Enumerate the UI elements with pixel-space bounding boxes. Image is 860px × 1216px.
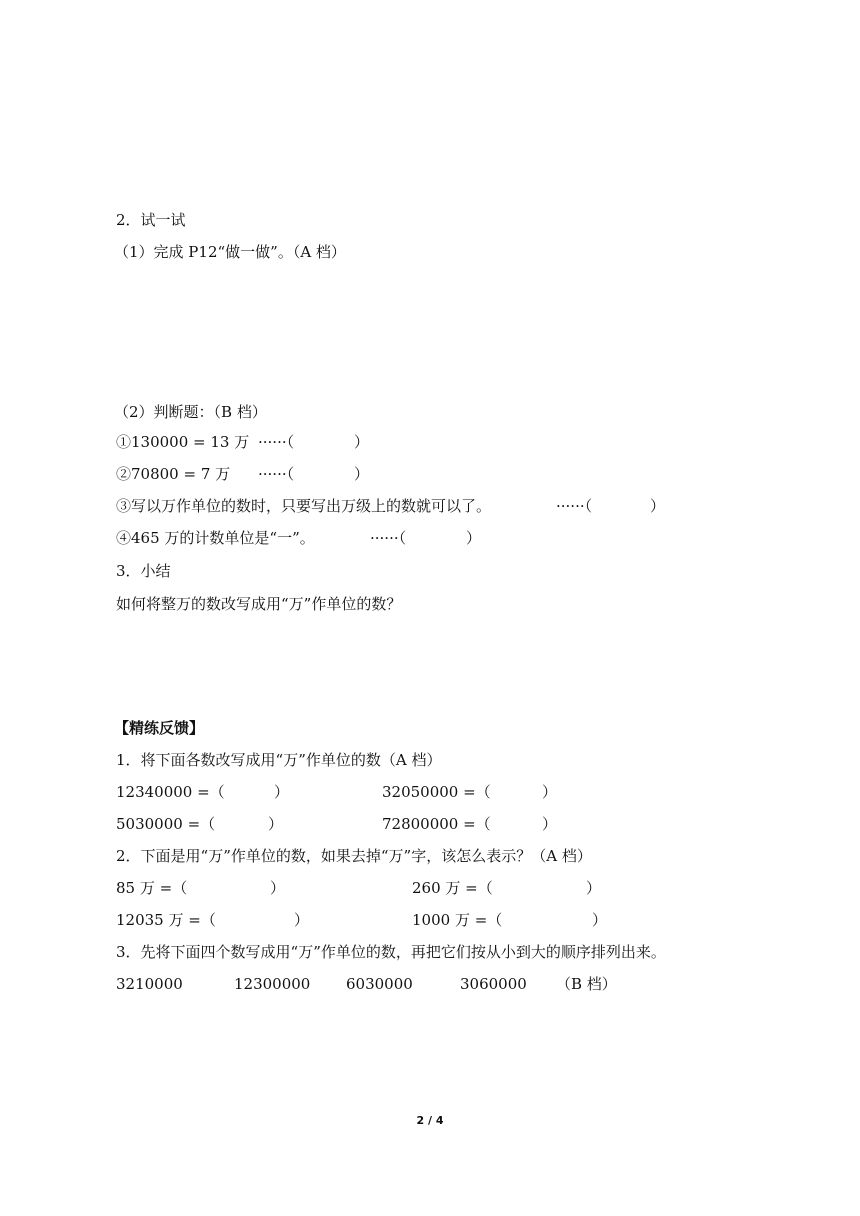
judge-item-4-expr: ④465 万的计数单位是“一”。	[116, 529, 315, 547]
q1-item-2: 32050000 =（	[382, 783, 491, 801]
q1-item-1-close: ）	[274, 783, 290, 801]
q2-item-2: 260 万 =（	[412, 879, 493, 897]
judge-item-2-close: ）	[354, 465, 370, 483]
q3-number-3: 6030000	[346, 975, 413, 993]
judge-item-3-dots: ······（	[556, 497, 593, 515]
practice-q1: 1．将下面各数改写成用“万”作单位的数（A 档）	[116, 751, 442, 769]
judge-item-1-close: ）	[354, 433, 370, 451]
judge-item-3-expr: ③写以万作单位的数时，只要写出万级上的数就可以了。	[116, 497, 492, 515]
summary-question: 如何将整万的数改写成用“万”作单位的数？	[116, 595, 402, 613]
judge-item-4-dots: ······（	[370, 529, 407, 547]
q3-number-2: 12300000	[234, 975, 311, 993]
q3-level: （B 档）	[556, 975, 617, 993]
q2-item-2-close: ）	[586, 879, 602, 897]
q1-item-4: 72800000 =（	[382, 815, 491, 833]
practice-q2: 2．下面是用“万”作单位的数，如果去掉“万”字，该怎么表示？（A 档）	[116, 847, 592, 865]
q1-item-3-close: ）	[268, 815, 284, 833]
q2-item-1-close: ）	[270, 879, 286, 897]
try-item-1: （1）完成 P12“做一做”。（A 档）	[114, 243, 346, 261]
judge-item-2-expr: ②70800 = 7 万	[116, 465, 231, 483]
q1-item-2-close: ）	[542, 783, 558, 801]
judge-item-1-dots: ······（	[258, 433, 295, 451]
section-title-try: 2．试一试	[116, 211, 186, 229]
q1-item-3: 5030000 =（	[116, 815, 216, 833]
practice-q3: 3．先将下面四个数写成用“万”作单位的数，再把它们按从小到大的顺序排列出来。	[116, 943, 666, 961]
q1-item-1: 12340000 =（	[116, 783, 225, 801]
q2-item-3: 12035 万 =（	[116, 911, 216, 929]
q2-item-4-close: ）	[592, 911, 608, 929]
judge-item-1-expr: ①130000 = 13 万	[116, 433, 250, 451]
practice-heading: 【精练反馈】	[114, 719, 205, 737]
try-item-2: （2）判断题：（B 档）	[114, 403, 267, 421]
q3-number-4: 3060000	[460, 975, 527, 993]
q2-item-1: 85 万 =（	[116, 879, 188, 897]
judge-item-2-dots: ······（	[258, 465, 295, 483]
q2-item-3-close: ）	[294, 911, 310, 929]
judge-item-4-close: ）	[466, 529, 482, 547]
page-number: 2 / 4	[416, 1114, 444, 1127]
judge-item-3-close: ）	[650, 497, 666, 515]
q2-item-4: 1000 万 =（	[412, 911, 503, 929]
q3-number-1: 3210000	[116, 975, 183, 993]
q1-item-4-close: ）	[542, 815, 558, 833]
section-title-summary: 3．小结	[116, 562, 171, 580]
